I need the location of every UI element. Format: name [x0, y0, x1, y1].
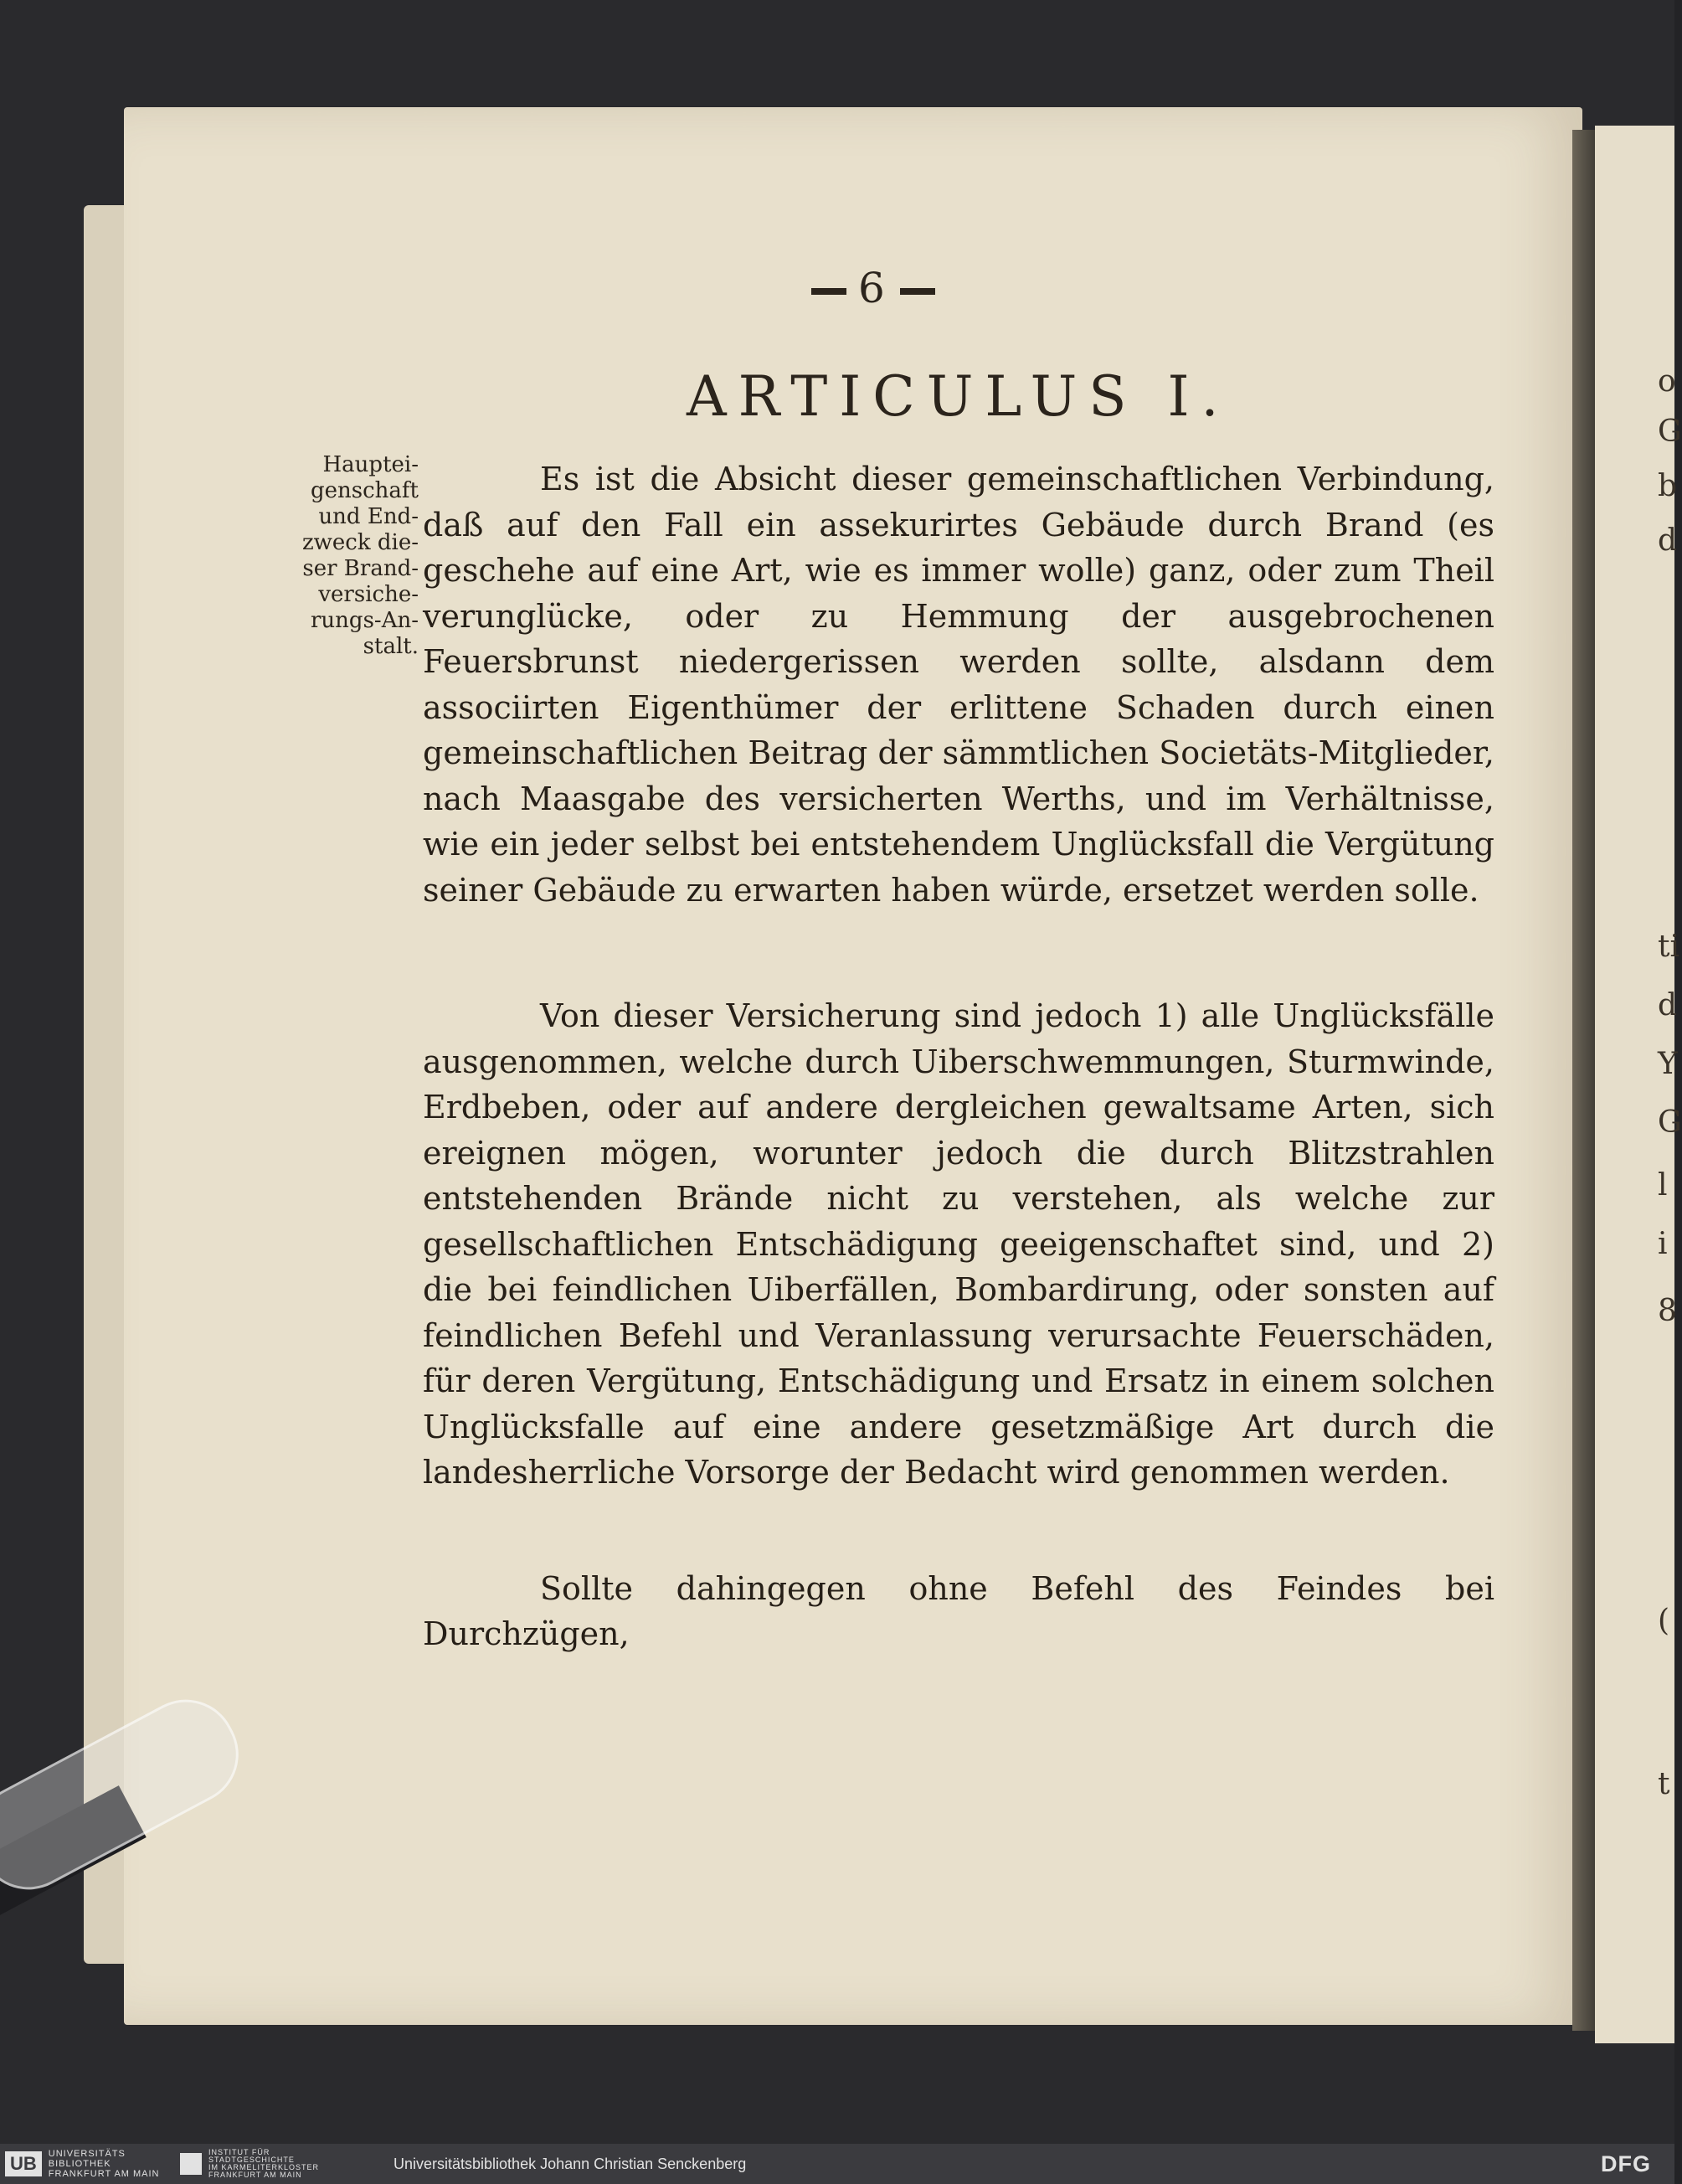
edge-glyph: 8 [1658, 1294, 1677, 1328]
edge-glyph: b [1658, 469, 1678, 503]
logo-text-line: STADTGESCHICHTE [208, 2156, 295, 2164]
logo-text-line: BIBLIOTHEK [48, 2159, 111, 2169]
logo-text-line: INSTITUT FÜR [208, 2148, 270, 2156]
ub-logo-mark: UB [5, 2151, 42, 2176]
edge-glyph: ti [1658, 930, 1679, 964]
marginal-line: und End- [318, 504, 419, 529]
dash-left [811, 288, 846, 295]
ub-logo-text [49, 2149, 160, 2179]
dash-right [900, 288, 935, 295]
marginal-line: zweck die- [301, 530, 419, 555]
edge-glyph: G [1658, 1105, 1682, 1140]
footer-bar [0, 2144, 1674, 2184]
marginal-line: ser Brand- [302, 556, 419, 581]
edge-glyph: l [1658, 1168, 1668, 1203]
edge-glyph: ( [1658, 1604, 1670, 1638]
edge-glyph: Y [1658, 1047, 1678, 1081]
paragraph-gap [423, 1496, 1494, 1566]
marginal-line: versiche- [318, 582, 419, 607]
marginal-note [285, 452, 419, 660]
ub-logo[interactable] [5, 2149, 160, 2179]
paragraph-3: Sollte dahingegen ohne Befehl des Feindes bei Durchzügen, [423, 1569, 1494, 1652]
paragraph-gap [423, 913, 1494, 993]
logo-text-line: UNIVERSITÄTS [48, 2149, 126, 2159]
body-text [423, 456, 1494, 1657]
library-credit: Universitätsbibliothek Johann Christian Senckenberg [393, 2156, 747, 2172]
logo-text-line: FRANKFURT AM MAIN [48, 2169, 160, 2179]
edge-glyph: d [1658, 988, 1678, 1022]
marginal-line: rungs-An- [311, 608, 419, 633]
marginal-line: Hauptei- [322, 452, 419, 477]
logo-text-line: IM KARMELITERKLOSTER [208, 2163, 320, 2171]
isg-logo-text [208, 2149, 319, 2179]
isg-logo[interactable] [180, 2149, 319, 2179]
dfg-logo[interactable]: DFG [1601, 2151, 1651, 2176]
edge-glyph: i [1658, 1227, 1668, 1261]
marginal-line: stalt. [363, 634, 419, 659]
edge-glyph: d [1658, 523, 1678, 558]
paragraph-2: Von dieser Versicherung sind jedoch 1) alle Unglücksfälle ausgenommen, welche durch Uiberschwemmungen, Sturmwinde, Erdbeben, oder auf andere dergleichen gewaltsame Arten, sich ereignen mögen, worunter jedoch die durch Blitzstrahlen entstehenden Brände nicht zu verstehen, als welche zur gesellschaftlichen Entschädigung geeigenschaftet sind, und 2) die bei feindlichen Uiberfällen, Bombardirung, oder sonsten auf feindlichen Befehl und Veranlassung verursachte Feuerschäden, für deren Vergütung, Entschädigung und Ersatz in einem solchen Unglücksfalle auf eine andere gesetzmäßige Art durch die landesherrliche Vorsorge der Bedacht wird genommen werden. [423, 997, 1494, 1491]
edge-glyph: G [1658, 415, 1682, 449]
page-number-value: 6 [858, 264, 888, 312]
logo-text-line: FRANKFURT AM MAIN [208, 2171, 302, 2179]
paragraph-1: Es ist die Absicht dieser gemeinschaftlichen Verbindung, daß auf den Fall ein assekurirtes Gebäude durch Brand (es geschehe auf eine Art, wie es immer wolle) ganz, oder zum Theil verunglücke, oder zu Hemmung der ausgebrochenen Feuersbrunst niedergerissen werden sollte, alsdann dem associirten Eigenthümer der erlittene Schaden durch einen gemeinschaftlichen Beitrag der sämmtlichen Societäts-Mitglieder, nach Maasgabe des versicherten Werths, und im Verhältnisse, wie ein jeder selbst bei entstehendem Unglücksfall die Vergütung seiner Gebäude zu erwarten haben würde, ersetzet werden solle. [423, 461, 1494, 909]
article-heading: ARTICULUS I. [687, 364, 1231, 429]
marginal-line: genschaft [311, 478, 419, 503]
isg-logo-mark [180, 2153, 202, 2175]
edge-glyph: t [1658, 1767, 1670, 1801]
next-page-edge [1595, 126, 1682, 2043]
page-number [800, 264, 947, 312]
edge-glyph: o [1658, 364, 1676, 399]
